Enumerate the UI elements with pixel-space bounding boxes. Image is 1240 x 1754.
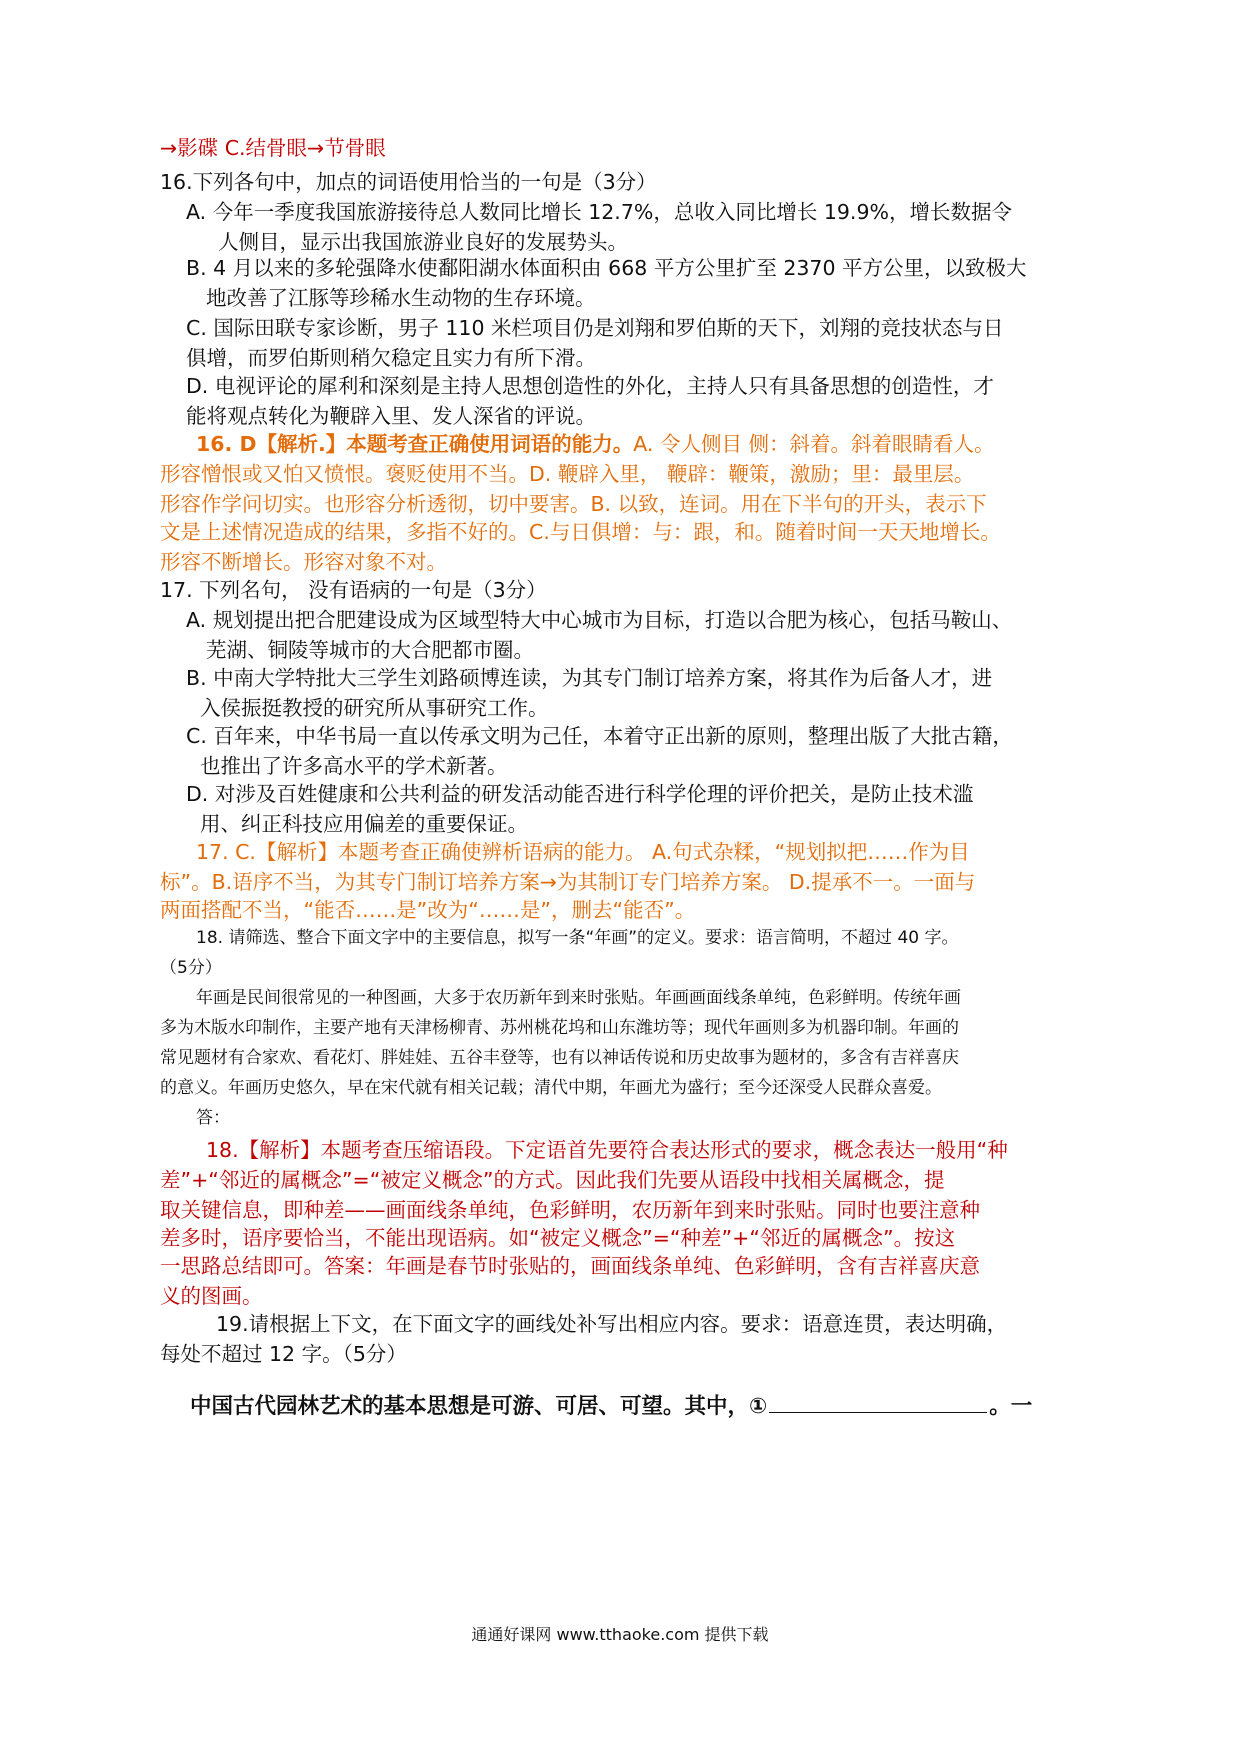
q18-analysis-line5: 一思路总结即可。答案：年画是春节时张贴的，画面线条单纯、色彩鲜明，含有吉祥喜庆意 (160, 1254, 980, 1278)
q18-analysis-line1: 18.【解析】本题考查压缩语段。下定语首先要符合表达形式的要求，概念表达一般用“种 (206, 1138, 1008, 1162)
q16-analysis-line5: 形容不断增长。形容对象不对。 (160, 550, 447, 574)
q18-stem-line1: 18. 请筛选、整合下面文字中的主要信息，拟写一条“年画”的定义。要求：语言简明，不超过 40 字。 (196, 928, 959, 948)
q18-analysis-line4: 差多时，语序要恰当，不能出现语病。如“被定义概念”=“种差”+“邻近的属概念”。按这 (160, 1226, 956, 1250)
q16-analysis-line3: 形容作学问切实。也形容分析透彻，切中要害。B. 以致，连词。用在下半句的开头，表示下 (160, 492, 987, 516)
q16-analysis-line1 (196, 428, 994, 460)
q17-option-b-line2: 入侯振挺教授的研究所从事研究工作。 (200, 696, 549, 720)
q17-option-c-line1: C. 百年来，中华书局一直以传承文明为己任，本着守正出新的原则，整理出版了大批古籍， (186, 724, 1013, 748)
q18-passage-line4: 的意义。年画历史悠久，早在宋代就有相关记载；清代中期，年画尤为盛行；至今还深受人民群众喜爱。 (160, 1078, 942, 1098)
q19-text-start: 中国古代园林艺术的基本思想是可游、可居、可望。其中，① (190, 1394, 768, 1419)
q19-stem-line1: 19.请根据上下文，在下面文字的画线处补写出相应内容。要求：语意连贯，表达明确， (216, 1312, 1008, 1336)
q18-stem-line2: （5分） (160, 958, 222, 978)
q19-blank-1[interactable] (769, 1390, 987, 1413)
top-fragment: →影碟 C.结骨眼→节骨眼 (160, 136, 386, 160)
q16-analysis-line1-rest: A. 令人侧目 侧：斜着。斜着眼睛看人。 (633, 432, 995, 456)
q16-option-d-line1: D. 电视评论的犀利和深刻是主持人思想创造性的外化，主持人只有具备思想的创造性，才 (186, 374, 994, 398)
q18-analysis-line3: 取关键信息，即种差——画面线条单纯，色彩鲜明，农历新年到来时张贴。同时也要注意种 (160, 1198, 980, 1222)
q17-option-a-line2: 芜湖、铜陵等城市的大合肥都市圈。 (206, 638, 534, 662)
q17-analysis-line2: 标”。B.语序不当，为其专门制订培养方案→为其制订专门培养方案。 D.提承不一。一面与 (160, 870, 976, 894)
q16-option-c-line1: C. 国际田联专家诊断，男子 110 米栏项目仍是刘翔和罗伯斯的天下，刘翔的竞技状态与日 (186, 316, 1004, 340)
q17-option-d-line2: 用、纠正科技应用偏差的重要保证。 (200, 812, 528, 836)
q18-passage-line2: 多为木版水印制作，主要产地有天津杨柳青、苏州桃花坞和山东潍坊等；现代年画则多为机器印制。年画的 (160, 1018, 959, 1038)
q19-text-end: 。一 (989, 1394, 1033, 1419)
q17-analysis-line3: 两面搭配不当，“能否……是”改为“……是”，删去“能否”。 (160, 898, 696, 922)
q16-analysis-line2: 形容憎恨或又怕又愤恨。褒贬使用不当。D. 鞭辟入里， 鞭辟：鞭策，激励；里：最里层。 (160, 462, 975, 486)
q18-analysis-line2: 差”+“邻近的属概念”=“被定义概念”的方式。因此我们先要从语段中找相关属概念，提 (160, 1168, 945, 1192)
q16-stem: 16.下列各句中，加点的词语使用恰当的一句是（3分） (160, 170, 657, 194)
q16-analysis-head: 16. D【解析.】本题考查正确使用词语的能力。 (196, 432, 634, 456)
q19-stem-line2: 每处不超过 12 字。（5分） (160, 1342, 407, 1366)
page-footer: 通通好课网 www.tthaoke.com 提供下载 (471, 1625, 769, 1644)
q17-option-c-line2: 也推出了许多高水平的学术新著。 (200, 754, 508, 778)
q16-analysis-line4: 文是上述情况造成的结果，多指不好的。C.与日俱增：与：跟，和。随着时间一天天地增长。 (160, 520, 1001, 544)
q16-option-c-line2: 俱增，而罗伯斯则稍欠稳定且实力有所下滑。 (186, 346, 596, 370)
q17-option-b-line1: B. 中南大学特批大三学生刘路硕博连读，为其专门制订培养方案，将其作为后备人才，进 (186, 666, 993, 690)
q16-option-a-line1: A. 今年一季度我国旅游接待总人数同比增长 12.7%，总收入同比增长 19.9%，增长数据令 (186, 200, 1012, 224)
q17-option-a-line1: A. 规划提出把合肥建设成为区域型特大中心城市为目标，打造以合肥为核心，包括马鞍山、 (186, 608, 1013, 632)
q16-option-b-line2: 地改善了江豚等珍稀水生动物的生存环境。 (206, 286, 596, 310)
q18-answer-label: 答： (196, 1108, 230, 1128)
q17-option-d-line1: D. 对涉及百姓健康和公共利益的研发活动能否进行科学伦理的评价把关，是防止技术滥 (186, 782, 974, 806)
q17-stem: 17. 下列名句， 没有语病的一句是（3分） (160, 578, 547, 602)
q19-fill-text (190, 1390, 1032, 1423)
q18-passage-line1: 年画是民间很常见的一种图画，大多于农历新年到来时张贴。年画画面线条单纯，色彩鲜明。传统年画 (196, 988, 961, 1008)
q16-option-d-line2: 能将观点转化为鞭辟入里、发人深省的评说。 (186, 404, 596, 428)
q18-analysis-line6: 义的图画。 (160, 1284, 263, 1308)
q16-option-a-line2: 人侧目，显示出我国旅游业良好的发展势头。 (218, 230, 628, 254)
q18-passage-line3: 常见题材有合家欢、看花灯、胖娃娃、五谷丰登等，也有以神话传说和历史故事为题材的，多含有吉祥喜庆 (160, 1048, 959, 1068)
q16-option-b-line1: B. 4 月以来的多轮强降水使鄱阳湖水体面积由 668 平方公里扩至 2370 平方公里，以致极大 (186, 256, 1027, 280)
q17-analysis-line1: 17. C.【解析】本题考查正确使辨析语病的能力。 A.句式杂糅，“规划拟把……作为目 (196, 840, 970, 864)
